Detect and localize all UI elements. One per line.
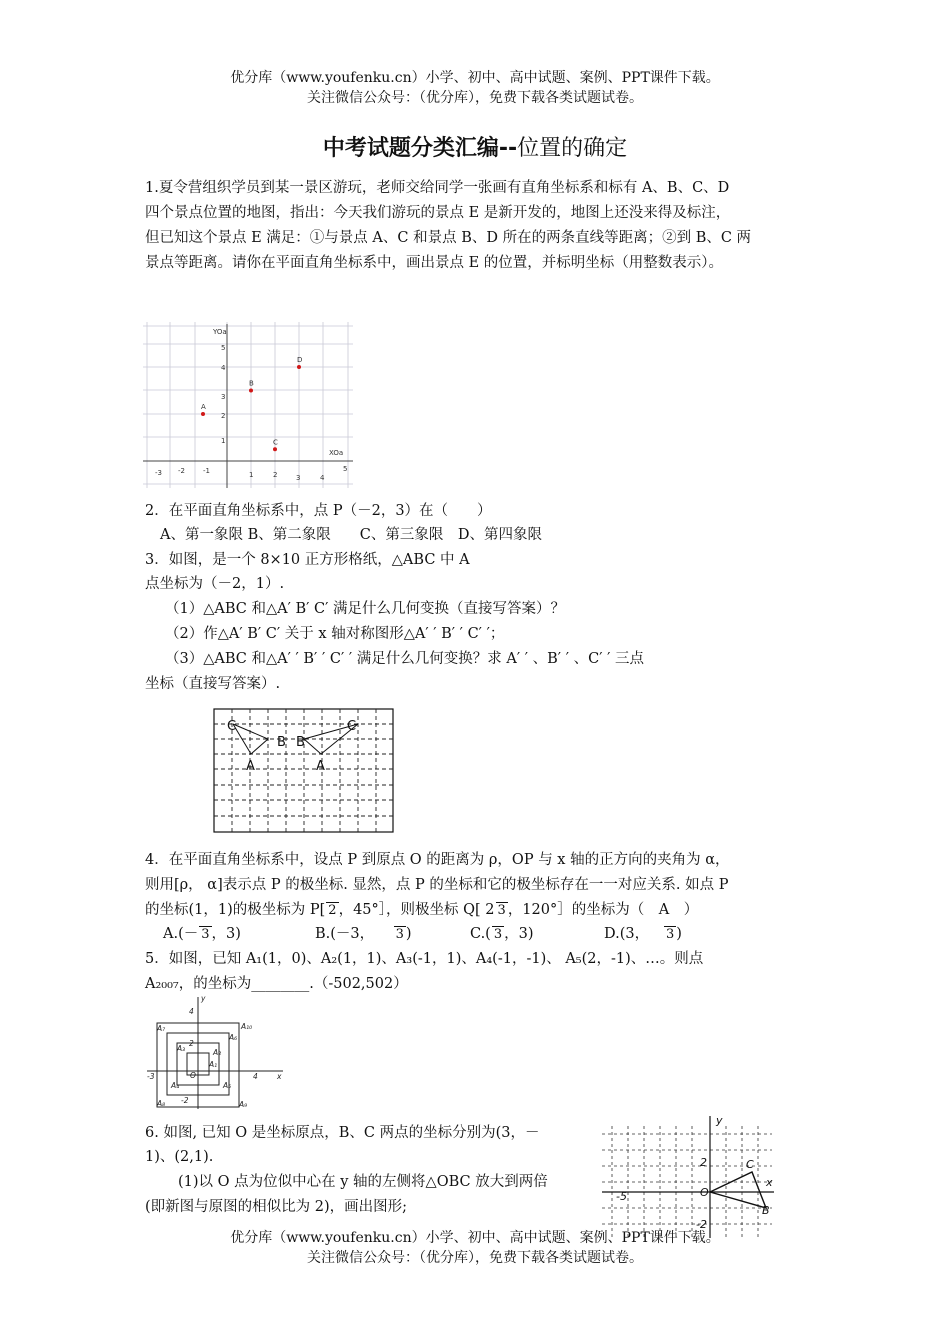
q1-point-a xyxy=(201,412,205,416)
header-line-2: 关注微信公众号：（优分库），免费下载各类试题试卷。 xyxy=(307,90,643,106)
q1-line-1: 1.夏令营组织学员到某一景区游玩，老师交给同学一张画有直角坐标系和标有 A、B、C、D xyxy=(145,180,730,196)
q1-x-tick: 1 xyxy=(249,471,254,479)
q6-line-1: 6. 如图, 已知 O 是坐标原点，B、C 两点的坐标分别为(3，－ xyxy=(145,1125,540,1141)
q5-label-a10: A₁₀ xyxy=(241,1022,253,1031)
q5-spiral-figure xyxy=(143,993,288,1111)
q5-label-a5: A₅ xyxy=(223,1081,232,1090)
q3-label-b-prime: B xyxy=(296,735,305,750)
q4-option-d-pre: D.(3， xyxy=(604,926,650,942)
q1-x-tick: 4 xyxy=(320,474,325,482)
q5-label-a8: A₈ xyxy=(157,1099,166,1108)
sqrt-2: 2 xyxy=(328,903,337,918)
q1-x-tick: 3 xyxy=(296,474,301,482)
q1-x-tick: -3 xyxy=(155,469,162,477)
q3-sub-3b: 坐标（直接写答案）. xyxy=(145,676,281,692)
q5-line-1: 5．如图，已知 A₁(1，0)、A₂(1，1)、A₃(-1，1)、A₄(-1，-1)、 A₅(2，-1)、…。则点 xyxy=(145,951,704,967)
q4-option-b-pre: B.(－3， xyxy=(315,926,375,942)
q1-point-d xyxy=(297,365,301,369)
q5-line-2b: .（-502,502） xyxy=(309,976,408,992)
q3-label-c-prime: C xyxy=(347,719,357,734)
q1-coordinate-figure xyxy=(143,322,355,488)
q4-line-3 xyxy=(145,898,698,922)
q6-line-3: (1)以 O 点为位似中心在 y 轴的左侧将△OBC 放大到两倍 xyxy=(178,1174,548,1190)
q4-option-c-pre: C.( xyxy=(470,926,491,942)
q1-x-tick: 5 xyxy=(343,465,348,473)
q1-x-tick: -2 xyxy=(178,467,185,475)
q6-y-label: y xyxy=(716,1114,723,1127)
q3-sub-2: （2）作△A′ B′ C′ 关于 x 轴对称图形△A′ ′ B′ ′ C′ ′； xyxy=(165,626,505,642)
q4-option-d-post: ) xyxy=(676,926,682,942)
sqrt-3: 3 xyxy=(665,927,675,942)
q1-line-4: 景点等距离。请你在平面直角坐标系中，画出景点 E 的位置，并标明坐标（用整数表示）。 xyxy=(145,255,724,271)
q6-tick-neg2: -2 xyxy=(696,1218,707,1231)
q6-tick-neg5: -5 xyxy=(616,1190,627,1203)
q5-tick-neg3: -3 xyxy=(147,1072,155,1081)
q6-x-label: x xyxy=(766,1176,773,1189)
q1-point-c xyxy=(273,447,277,451)
page-title xyxy=(0,134,950,164)
q6-triangle-obc xyxy=(710,1172,766,1208)
q3-label-b: B xyxy=(277,735,286,750)
sqrt-3: 3 xyxy=(493,927,503,942)
header-line-1: 优分库（www.youfenku.cn）小学、初中、高中试题、案例、PPT课件下载。 xyxy=(230,70,720,86)
q5-x-label: x xyxy=(277,1072,282,1081)
q1-y-tick: 1 xyxy=(221,437,226,445)
q6-grid xyxy=(602,1126,772,1238)
q4-option-d xyxy=(604,922,682,946)
q3-label-a-prime: A xyxy=(316,759,325,774)
sqrt-3: 3 xyxy=(395,927,404,942)
q1-y-tick: 2 xyxy=(221,412,226,420)
q6-label-c: C xyxy=(746,1158,754,1171)
sqrt-3: 3 xyxy=(201,927,210,942)
q4-option-a-pre: A.(－ xyxy=(163,926,199,942)
q5-label-a1: A₁ xyxy=(209,1060,218,1069)
q6-tick-2: 2 xyxy=(700,1156,707,1169)
q4-option-a-post: ，3) xyxy=(211,926,241,942)
q1-y-tick: 3 xyxy=(221,393,226,401)
q4-line-3b: ，45°］，则极坐标 Q[ 2 xyxy=(338,902,495,918)
q1-line-2: 四个景点位置的地图，指出：今天我们游玩的景点 E 是新开发的，地图上还没来得及标注， xyxy=(145,205,731,221)
q6-label-b: B xyxy=(762,1204,770,1217)
title-bold: 中考试题分类汇编-- xyxy=(322,136,518,161)
q4-option-a xyxy=(163,922,241,946)
q5-tick-4x: 4 xyxy=(253,1072,258,1081)
q4-option-b-post: ) xyxy=(405,926,412,942)
q5-label-a9: A₉ xyxy=(239,1100,248,1109)
q5-tick-4: 4 xyxy=(189,1007,194,1016)
q5-origin: O xyxy=(190,1071,196,1080)
q4-option-c xyxy=(470,922,534,946)
q5-label-a2: A₂ xyxy=(213,1048,222,1057)
q3-sub-3: （3）△ABC 和△A′ ′ B′ ′ C′ ′ 满足什么几何变换？求 A′ ′ 、B′ ′ 、C′ ′ 三点 xyxy=(165,651,644,667)
q3-label-a: A xyxy=(246,759,255,774)
q4-line-1: 4．在平面直角坐标系中，设点 P 到原点 O 的距离为 ρ，OP 与 x 轴的正方向的夹角为 α， xyxy=(145,852,730,868)
q5-label-a4: A₄ xyxy=(171,1081,180,1090)
q5-label-a7: A₇ xyxy=(157,1024,166,1033)
footer-line-2: 关注微信公众号：（优分库），免费下载各类试题试卷。 xyxy=(307,1250,643,1266)
q5-y-label: y xyxy=(201,994,206,1003)
q4-option-b xyxy=(315,922,412,946)
q3-grid-figure xyxy=(213,708,395,834)
q1-point-label-c: C xyxy=(273,438,278,447)
q5-tick-neg2: -2 xyxy=(181,1096,189,1105)
q5-tick-2: 2 xyxy=(189,1039,194,1048)
q6-line-4: (即新图与原图的相似比为 2)，画出图形; xyxy=(145,1199,408,1215)
q2-options: A、第一象限 B、第二象限 C、第三象限 D、第四象限 xyxy=(160,527,542,543)
q6-figure xyxy=(600,1112,778,1240)
q3-line-1: 3．如图，是一个 8×10 正方形格纸，△ABC 中 A xyxy=(145,552,470,568)
q1-x-tick: 2 xyxy=(273,471,278,479)
q4-line-2: 则用[ρ， α]表示点 P 的极坐标. 显然，点 P 的坐标和它的极坐标存在一一对应关系. 如点 P xyxy=(145,877,729,893)
q4-option-c-post: ，3) xyxy=(504,926,534,942)
q1-y-tick: 5 xyxy=(221,344,226,352)
q5-line-2a: A₂₀₀₇，的坐标为 xyxy=(145,976,252,992)
q3-label-c: C xyxy=(227,719,237,734)
sqrt-3: 3 xyxy=(497,903,506,918)
title-normal: 位置的确定 xyxy=(517,136,628,161)
q5-label-a3: A₃ xyxy=(177,1044,186,1053)
q5-label-a6: A₆ xyxy=(229,1033,238,1042)
q1-grid xyxy=(143,322,353,488)
q1-x-tick: -1 xyxy=(203,467,210,475)
q6-line-2: 1)、(2,1). xyxy=(145,1149,214,1165)
q2-stem: 2．在平面直角坐标系中，点 P（－2，3）在（ ） xyxy=(145,503,492,519)
q1-point-label-d: D xyxy=(297,356,303,364)
q1-point-label-b: B xyxy=(249,379,254,388)
q6-origin: O xyxy=(700,1186,709,1199)
q1-line-3: 但已知这个景点 E 满足：①与景点 A、C 和景点 B、D 所在的两条直线等距离；②到 B、C 两 xyxy=(145,230,752,246)
q1-x-axis-label: XOa xyxy=(329,449,344,457)
q1-point-b xyxy=(249,389,253,393)
q3-sub-1: （1）△ABC 和△A′ B′ C′ 满足什么几何变换（直接写答案）？ xyxy=(165,601,566,617)
q1-y-axis-label: YOa xyxy=(213,328,227,336)
q1-point-label-a: A xyxy=(201,403,206,411)
q4-line-3c: ，120°］的坐标为（ A ） xyxy=(507,902,699,918)
q4-line-3a: 的坐标(1，1)的极坐标为 P[ xyxy=(145,902,326,918)
q3-line-2: 点坐标为（－2，1）. xyxy=(145,576,285,592)
q5-answer-blank: ________ xyxy=(251,976,310,992)
q1-y-tick: 4 xyxy=(221,364,226,372)
footer-line-1: 优分库（www.youfenku.cn）小学、初中、高中试题、案例、PPT课件下载。 xyxy=(230,1230,720,1246)
